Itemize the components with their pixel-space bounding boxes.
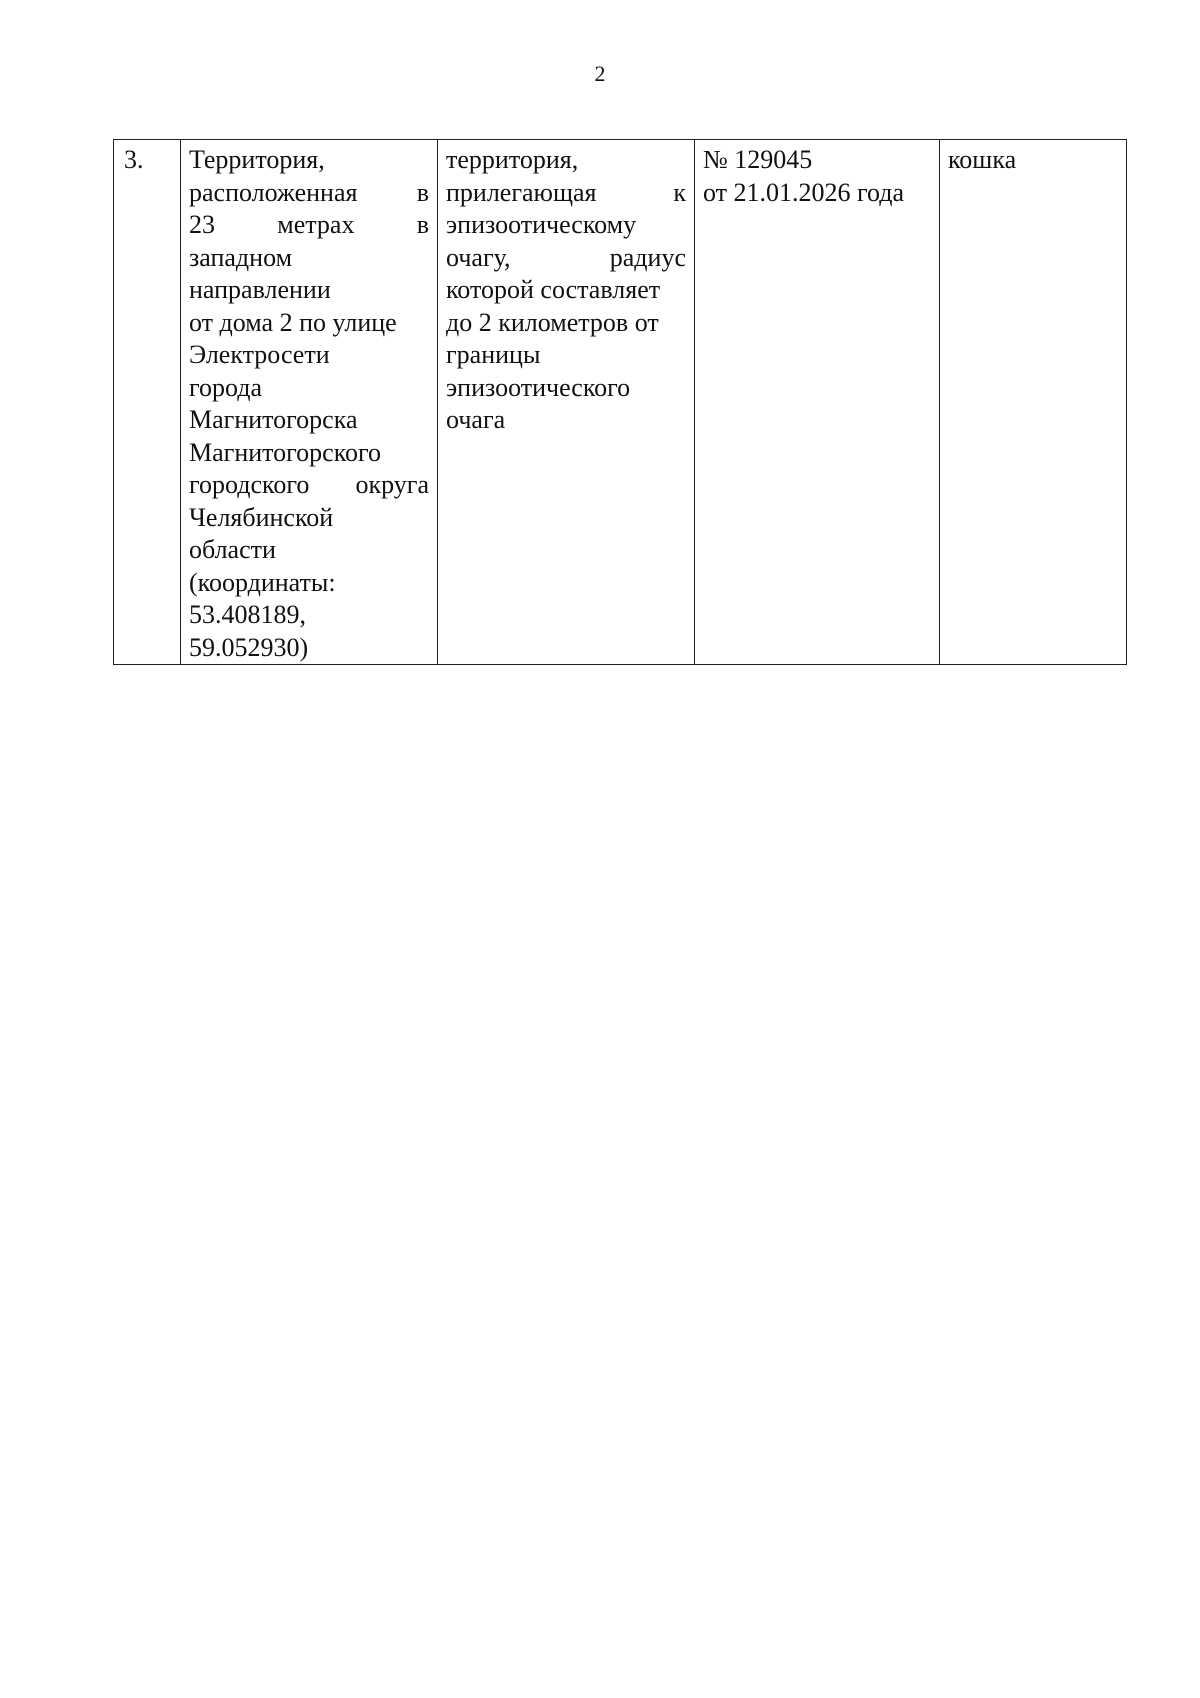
- cell-text-word: к: [673, 177, 686, 207]
- cell-text-word: очагу,: [446, 242, 511, 272]
- cell-text-line: [189, 632, 429, 665]
- cell-text-line: [703, 144, 931, 177]
- cell-text-line: [189, 534, 429, 567]
- cell-text-word: Магнитогорского: [189, 437, 382, 467]
- cell-text-word: (координаты:: [189, 567, 336, 597]
- cell-text-line: [189, 469, 429, 502]
- cell-text-word: до 2 километров от: [446, 307, 659, 337]
- cell-text-line: [189, 372, 429, 405]
- cell-text-word: 59.052930): [189, 632, 309, 662]
- cell-text-word: которой составляет: [446, 275, 661, 304]
- cell-text-word: Магнитогорска: [189, 405, 358, 434]
- cell-text-line: [948, 144, 1118, 177]
- cell-text-line: [189, 274, 429, 307]
- cell-text-line: [189, 437, 429, 470]
- cell-text-word: территория,: [446, 145, 579, 174]
- document-cell: [695, 140, 940, 665]
- cell-text-word: границы: [446, 340, 541, 369]
- cell-text-line: [189, 209, 429, 242]
- cell-text-word: Территория,: [189, 145, 325, 174]
- cell-text-word: западном: [189, 242, 293, 272]
- cell-text-line: [446, 177, 686, 210]
- cell-text-word: метрах: [277, 210, 355, 239]
- cell-text-line: [189, 404, 429, 437]
- cell-text-word: в: [416, 210, 429, 239]
- cell-text-word: Электросети: [189, 340, 330, 369]
- table-row: [114, 140, 1127, 665]
- cell-text-line: [446, 307, 686, 340]
- cell-text-word: прилегающая: [446, 177, 597, 207]
- cell-text-word: области: [189, 535, 276, 564]
- cell-text-word: № 129045: [703, 145, 813, 174]
- cell-text-word: эпизоотическому: [446, 210, 637, 239]
- territory-cell: [181, 140, 438, 665]
- cell-text-line: [189, 339, 429, 372]
- cell-text-line: [446, 404, 686, 437]
- cell-text-line: [189, 502, 429, 535]
- cell-text-line: [446, 274, 686, 307]
- cell-text-line: [189, 177, 429, 210]
- cell-text-line: [446, 144, 686, 177]
- cell-text-line: [189, 307, 429, 340]
- row-number-cell: [114, 140, 181, 665]
- cell-text-line: [446, 209, 686, 242]
- animal-cell: [940, 140, 1127, 665]
- cell-text-word: расположенная: [189, 177, 358, 207]
- cell-text-word: 23: [189, 210, 215, 239]
- cell-text-word: эпизоотического: [446, 372, 631, 402]
- cell-text-line: [703, 177, 931, 210]
- cell-text-line: [189, 599, 429, 632]
- cell-text-line: [189, 567, 429, 600]
- cell-text-word: городского: [189, 470, 310, 499]
- cell-text-word: в: [416, 177, 429, 207]
- cell-text-line: [446, 372, 686, 405]
- cell-text-word: кошка: [948, 145, 1017, 174]
- adjacent-zone-cell: [438, 140, 695, 665]
- cell-text-line: [446, 242, 686, 275]
- cell-text-word: направлении: [189, 275, 331, 304]
- cell-text-line: [446, 339, 686, 372]
- cell-text-word: 53.408189,: [189, 600, 306, 629]
- cell-text-line: [189, 144, 429, 177]
- page-number: 2: [594, 61, 606, 86]
- cell-text-word: города: [189, 372, 263, 402]
- cell-text-word: очага: [446, 405, 506, 434]
- cell-text-word: округа: [355, 470, 429, 499]
- cell-text-word: от 21.01.2026 года: [703, 177, 905, 207]
- row-number: 3.: [124, 145, 144, 174]
- cell-text-word: Челябинской: [189, 502, 334, 532]
- cell-text-word: радиус: [609, 242, 686, 272]
- cell-text-line: [189, 242, 429, 275]
- cell-text-word: от дома 2 по улице: [189, 307, 397, 337]
- document-table: [113, 139, 1127, 665]
